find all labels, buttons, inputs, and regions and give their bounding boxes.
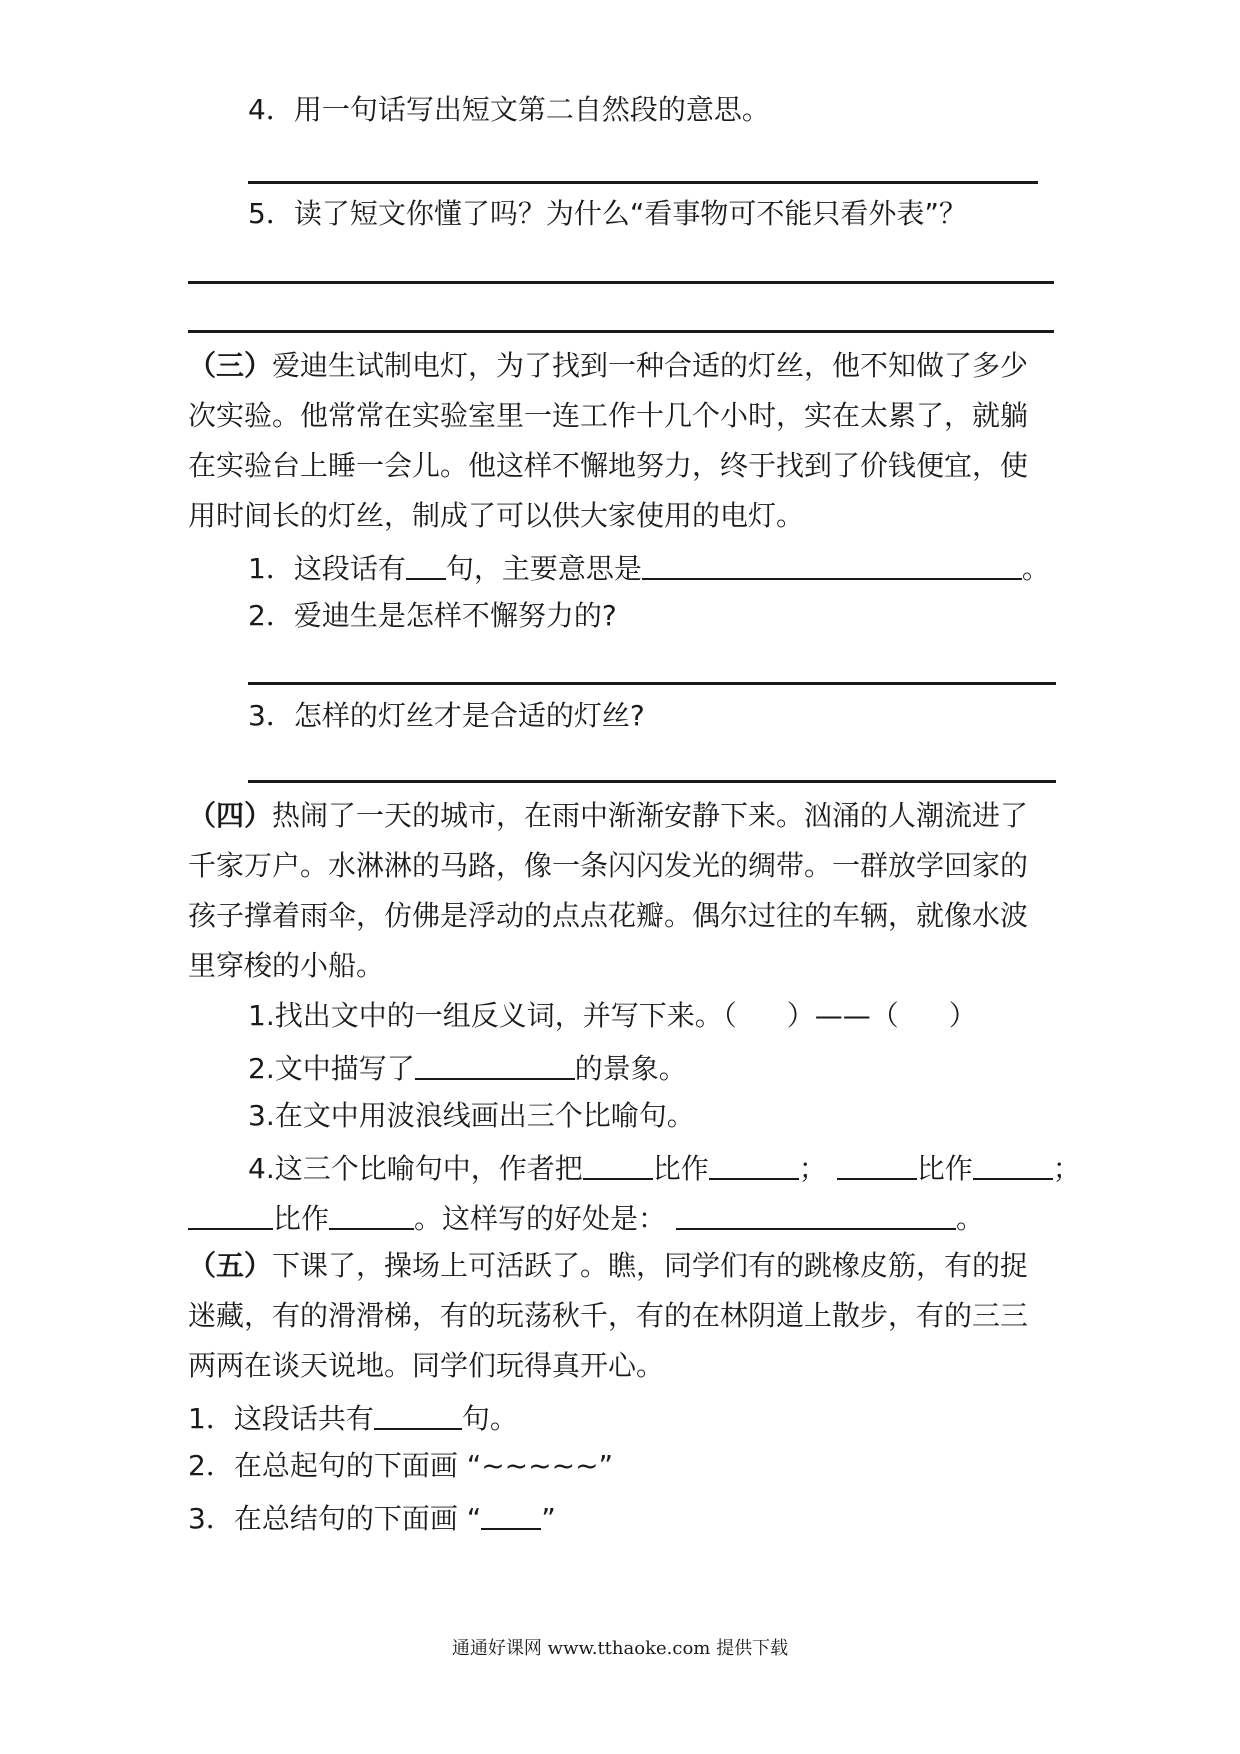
p4-question-3: 3.在文中用波浪线画出三个比喻句。 [248,1099,695,1132]
passage-5-line-3: 两两在谈天说地。同学们玩得真开心。 [188,1349,665,1382]
passage-4-line-1: （四）热闹了一天的城市，在雨中渐渐安静下来。汹涌的人潮流进了 [188,799,1029,832]
p3-question-1: 1．这段话有 句，主要意思是 。 [248,548,1050,587]
p3-question-3: 3．怎样的灯丝才是合适的灯丝? [248,699,645,732]
blank [642,548,1022,580]
passage-3-line-2: 次实验。他常常在实验室里一连工作十几个小时，实在太累了，就躺 [188,399,1029,432]
blank [709,1148,799,1180]
blank [406,548,446,580]
passage-4-line-3: 孩子撑着雨伞，仿佛是浮动的点点花瓣。偶尔过往的车辆，就像水波 [188,899,1029,932]
section-label-4: （四） [188,799,273,832]
answer-line [188,281,1054,284]
blank [329,1198,414,1230]
section-label-5: （五） [188,1249,273,1282]
p4-question-1: 1.找出文中的一组反义词，并写下来。（ ）——（ ） [248,999,977,1032]
answer-line [248,780,1056,783]
blank [583,1148,653,1180]
passage-5-line-2: 迷藏，有的滑滑梯，有的玩荡秋千，有的在林阴道上散步，有的三三 [188,1299,1029,1332]
blank [973,1148,1053,1180]
question-5: 5．读了短文你懂了吗？为什么“看事物可不能只看外表”？ [248,197,967,230]
answer-line [188,330,1054,333]
p4-question-4: 4.这三个比喻句中，作者把 比作 ； 比作 ； [248,1148,1081,1187]
blank [415,1048,575,1080]
blank [676,1198,956,1230]
p4-question-2: 2.文中描写了 的景象。 [248,1048,687,1087]
blank [481,1498,541,1530]
blank [837,1148,917,1180]
p4-question-4-cont: 比作 。这样写的好处是： 。 [188,1198,984,1237]
section-label-3: （三） [188,349,273,382]
p3-question-2: 2．爱迪生是怎样不懈努力的? [248,599,617,632]
passage-3-line-4: 用时间长的灯丝，制成了可以供大家使用的电灯。 [188,499,805,532]
blank [374,1398,462,1430]
passage-3-line-1: （三）爱迪生试制电灯，为了找到一种合适的灯丝，他不知做了多少 [188,349,1029,382]
passage-4-line-2: 千家万户。水淋淋的马路，像一条闪闪发光的绸带。一群放学回家的 [188,849,1029,882]
passage-4-line-4: 里穿梭的小船。 [188,949,385,982]
p5-question-3: 3．在总结句的下面画 “ ” [188,1498,556,1537]
p5-question-2: 2．在总起句的下面画 “~~~~~” [188,1449,614,1482]
passage-3-line-3: 在实验台上睡一会儿。他这样不懈地努力，终于找到了价钱便宜，使 [188,449,1029,482]
p5-question-1: 1．这段话共有 句。 [188,1398,518,1437]
answer-line [248,682,1056,685]
blank [188,1198,273,1230]
answer-line [248,181,1038,184]
passage-5-line-1: （五）下课了，操场上可活跃了。瞧，同学们有的跳橡皮筋，有的捉 [188,1249,1029,1282]
question-4: 4．用一句话写出短文第二自然段的意思。 [248,93,770,126]
page-footer: 通通好课网 www.tthaoke.com 提供下载 [451,1638,789,1659]
